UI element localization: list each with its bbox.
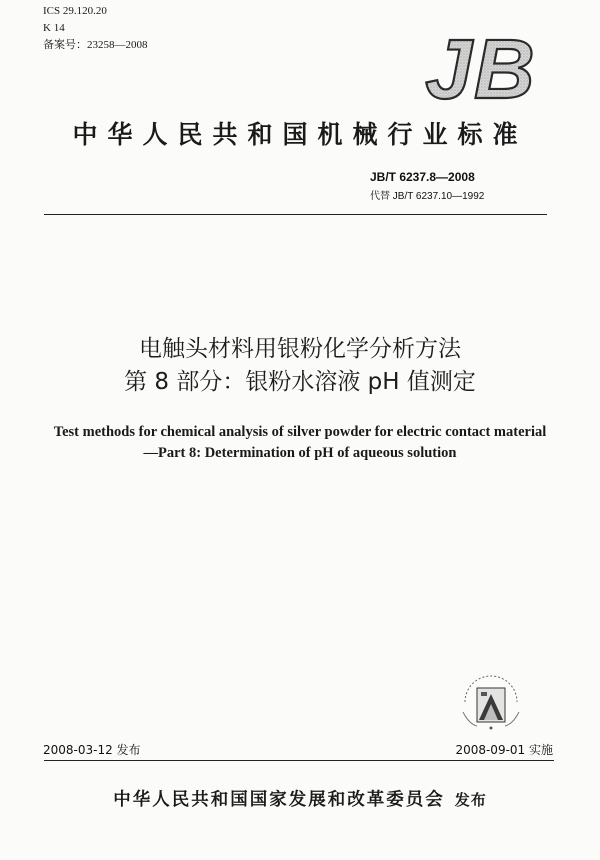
issue-date: 2008-03-12 发布 bbox=[43, 743, 141, 757]
standard-number-block bbox=[370, 170, 540, 202]
record-value: 23258—2008 bbox=[87, 39, 148, 51]
record-label: 备案号： bbox=[43, 39, 87, 51]
header-divider bbox=[44, 214, 547, 215]
replaces-number: JB/T 6237.10—1992 bbox=[392, 191, 485, 202]
category-title: 中华人民共和国机械行业标准 bbox=[72, 120, 528, 149]
footer-divider bbox=[44, 760, 554, 761]
replaces-line bbox=[370, 187, 540, 202]
issuer-name: 中华人民共和国国家发展和改革委员会 bbox=[113, 790, 445, 810]
replaces-label: 代替 bbox=[370, 191, 390, 202]
standard-number: JB/T 6237.8—2008 bbox=[370, 170, 475, 184]
issuer-line bbox=[0, 786, 600, 811]
classification-block bbox=[43, 3, 148, 54]
effective-date: 2008-09-01 实施 bbox=[455, 743, 553, 757]
publisher-seal-icon bbox=[455, 672, 527, 732]
ics-code: ICS 29.120.20 bbox=[43, 5, 107, 17]
chinese-title bbox=[0, 333, 600, 399]
issuer-suffix: 发布 bbox=[454, 791, 487, 809]
chinese-title-line-1: 电触头材料用银粉化学分析方法 bbox=[139, 336, 461, 362]
logo-text: JB bbox=[425, 32, 537, 104]
chinese-title-line-2: 第 8 部分：银粉水溶液 pH 值测定 bbox=[124, 369, 476, 395]
english-title-line-1: Test methods for chemical analysis of silver powder for electric contact material bbox=[53, 424, 547, 440]
english-title-line-2: —Part 8: Determination of pH of aqueous solution bbox=[143, 445, 457, 461]
english-title bbox=[0, 422, 600, 464]
record-number bbox=[43, 37, 148, 54]
jb-logo bbox=[406, 32, 556, 104]
ccs-code: K 14 bbox=[43, 22, 65, 34]
